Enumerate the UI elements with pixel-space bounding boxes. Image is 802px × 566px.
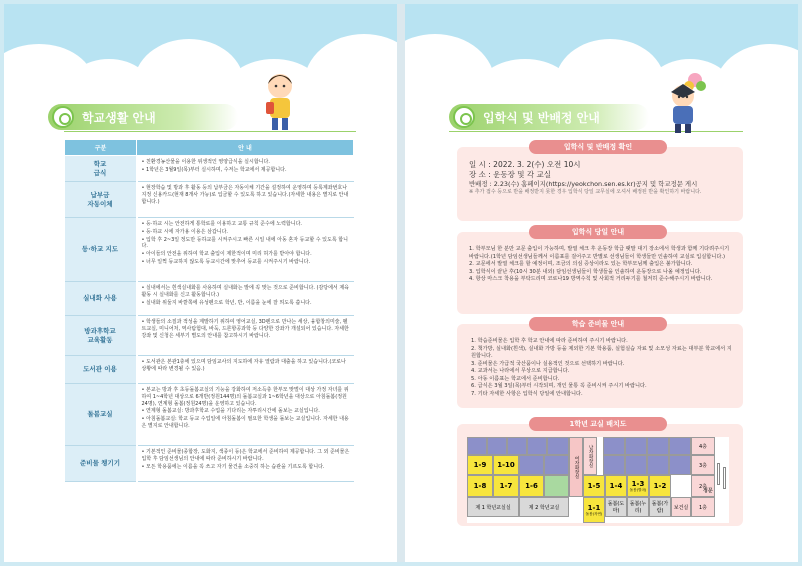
classroom-1-7: 1-7	[493, 475, 519, 497]
ceremony-note: ※ 추가 접수 등으로 반을 배정받지 못한 경우 입학식 당일 교무실에 오셔서 배정된 반을 확인하기 바랍니다.	[469, 188, 702, 195]
health-room: 보건실	[671, 497, 691, 517]
gate-post-icon	[717, 463, 720, 485]
table-row	[65, 218, 354, 282]
floorplan	[467, 437, 729, 523]
table-row	[65, 384, 354, 446]
list-item: 5. 아동 이름표는 학교에서 준비합니다.	[471, 375, 560, 382]
row-content	[137, 356, 354, 384]
room	[625, 455, 647, 475]
list-item: 4. 항상 마스크 착용을 부탁드리며 코로나19 방역수칙 및 사회적 거리두기를 철저히 준수해주시기 바랍니다.	[469, 276, 713, 283]
classroom-1-8: 1-8	[467, 475, 493, 497]
ceremony-place: 장 소 : 운동장 및 각 교실	[469, 170, 552, 180]
floor-3-label: 3층	[691, 455, 715, 475]
boys-restroom: 남자화장실	[583, 437, 597, 475]
row-item: • 아침돌봄교실: 학교 등교 수업일에 아침돌봄이 필요한 학생을 돌보는 교실입니다. 자세한 내용은 별지로 안내합니다.	[141, 416, 349, 429]
room	[647, 437, 669, 455]
row-category: 돌봄교실	[65, 384, 137, 446]
table-row	[65, 156, 354, 182]
row-category: 학교 급식	[65, 156, 137, 182]
student-illustration-icon	[256, 68, 304, 132]
column-header-category: 구분	[65, 140, 137, 156]
room	[487, 437, 507, 455]
care-room-3: 돌봄(가람)	[649, 497, 671, 517]
list-item: 2. 책가방, 실내화(흰색), 실내화 가방 등을 제외한 기본 학용품, 실험실습 자료 및 소모성 자료는 대부분 학교에서 지원합니다.	[471, 345, 732, 360]
room	[519, 455, 544, 475]
row-item: • 너무 일찍 등교하지 않도록 등교시간에 맞추어 등교를 시켜주시기 바랍니다.	[141, 258, 311, 265]
room	[669, 437, 691, 455]
girls-restroom: 여자화장실	[569, 437, 583, 497]
row-category: 등·하교 지도	[65, 218, 137, 282]
room	[547, 437, 569, 455]
list-item: 6. 급식은 3월 3일(목)부터 시작되며, 개인 물통 꼭 준비시켜 주시기 바랍니다.	[471, 383, 647, 390]
floorplan-heading: 1학년 교실 배치도	[529, 417, 667, 431]
classroom-1-9: 1-9	[467, 455, 493, 475]
ceremony-class-assign: 반배정 : 2.23(수) 홈페이지(https://yeokchon.sen.es.kr)공지 및 학교정문 게시	[469, 180, 698, 189]
classroom-1-3-sub: 돌봄(별마)	[629, 487, 647, 492]
classroom-1-3	[627, 475, 649, 497]
row-content	[137, 218, 354, 282]
room	[544, 455, 569, 475]
classroom-1-1-sub: 돌봄(자연)	[585, 511, 603, 516]
main-gate-label: 정문	[703, 488, 713, 494]
room	[544, 475, 569, 497]
row-item: • 기본적인 준비물(종합장, 도화지, 색종이 등)은 학교에서 준비하여 제공합니다. 그 외 준비물은 입학 후 담임선생님의 안내에 따라 준비하시기 바랍니다.	[141, 449, 350, 462]
classroom-1-2: 1-2	[649, 475, 671, 497]
row-category: 납부금 자동이체	[65, 182, 137, 218]
column-header-guide: 안 내	[137, 140, 354, 156]
gate-post-icon	[723, 467, 726, 489]
graduate-illustration-icon	[661, 70, 713, 134]
supplies-box	[457, 324, 743, 408]
row-category: 실내화 사용	[65, 282, 137, 316]
floor-4-label: 4층	[691, 437, 715, 455]
ceremony-time: 일 시 : 2022. 3. 2(수) 오전 10시	[469, 160, 581, 169]
row-item: • 연계형 돌봄교실: 방과후학교 수업을 기다리는 자투리시간에 돌보는 교실입니다.	[141, 408, 320, 415]
table-row	[65, 316, 354, 356]
page-title-bar	[48, 104, 238, 130]
row-item: • 입학 후 2~3일 정도만 등하교를 시켜주시고 빠른 시일 내에 아동 혼자 등교할 수 있도록 합니다.	[141, 236, 348, 250]
page-gutter	[397, 4, 405, 562]
row-item: • 등·하교 시는 안전하게 통학로를 이용하고 교통 규칙 준수에 노력합니다.	[141, 221, 303, 227]
title-underline	[64, 131, 356, 132]
ceremony-box	[457, 147, 743, 221]
day-guide-list	[469, 246, 733, 284]
page-title: 입학식 및 반배정 안내	[483, 110, 600, 125]
table-row	[65, 356, 354, 384]
prep-room-2: 제 2 학년교실	[519, 497, 569, 517]
row-item: • 학생들의 소질과 적성을 계발하기 위하여 영어교실, 3D펜으로 만나는 세상, 융합창의미술, 펠트교실, 미니어처, 역사탐험대, 바둑, 드론항공과학 등 다양한 강좌가 개설되어 있습니다. 자세한 강좌 및 신청은 세부기 별도의 안내를 참고하시기 바랍니다.	[141, 319, 349, 339]
row-content	[137, 316, 354, 356]
row-item: • 친환경농산물을 이용한 위생적인 영양급식을 실시합니다.	[141, 159, 270, 165]
classroom-1-3-label: 1-3	[631, 479, 645, 488]
day-guide-box	[457, 232, 743, 314]
page-title: 학교생활 안내	[82, 110, 156, 125]
school-life-table	[64, 139, 354, 482]
ceremony-heading: 입학식 및 반배정 확인	[529, 140, 667, 154]
classroom-1-6: 1-6	[519, 475, 544, 497]
classroom-1-1	[583, 497, 605, 523]
room	[647, 455, 669, 475]
classroom-1-1-label: 1-1	[587, 503, 601, 512]
right-page	[405, 4, 798, 562]
list-item: 3. 입학식이 끝난 후(10시 30분 내외) 담임선생님들이 학생들을 인솔하여 운동장으로 나올 예정입니다.	[469, 268, 702, 275]
room	[603, 437, 625, 455]
row-item: • 실내에서는 흰색실내화를 사용하며 실내화는 발에 꼭 맞는 것으로 준비합니다. (감당에서 제육활동 시 실내화를 신고 활동합니다.)	[141, 285, 350, 298]
table-row	[65, 282, 354, 316]
left-page	[4, 4, 397, 562]
care-room-2: 돌봄(누리)	[627, 497, 649, 517]
row-item: • 등·하교 시에 자가용 이용은 삼갑니다.	[141, 228, 229, 235]
row-category: 방과후학교 교육활동	[65, 316, 137, 356]
supplies-heading: 학습 준비물 안내	[529, 317, 667, 331]
floor-1-label: 1층	[691, 497, 715, 517]
row-item: • 도서관은 본관1층에 있으며 담임교사의 지도하에 자유 열람과 대출을 하고 있습니다.(코로나 상황에 따라 변경될 수 있음.)	[141, 359, 346, 372]
row-content	[137, 182, 354, 218]
table-row	[65, 182, 354, 218]
supplies-list	[471, 338, 733, 398]
row-item: • 현장학습 및 방과 후 활동 등의 납부금은 자동이체 기간을 설정하여 운영하며 등록계좌번호나 지정 신용카드(현재 8개사 가능)로 입금할 수 있도록 하고 있습니다.(자세한 내용은 별지로 안내합니다.)	[141, 185, 349, 205]
table-row	[65, 446, 354, 482]
row-content	[137, 156, 354, 182]
row-category: 도서관 이용	[65, 356, 137, 384]
room	[603, 455, 625, 475]
magnifier-icon	[453, 106, 475, 128]
list-item: 7. 기타 자세한 사항은 입학식 당일에 안내합니다.	[471, 390, 583, 397]
row-category: 준비물 챙기기	[65, 446, 137, 482]
floor-2-label: 2층	[691, 475, 715, 497]
classroom-1-10: 1-10	[493, 455, 519, 475]
row-item: • 실내화 위둘지 바깥쪽에 유성펜으로 학년, 반, 이름을 눈에 잘 띄도록 씁니다.	[141, 299, 312, 306]
row-item: • 본교는 방과 후 초등돌봄교실의 기능을 강화하여 저소득층 한부모 맞벌이 대상 가정 자녀를 위하여 1~4학년 대상으로 6개반(정원144명)의 돌봄교실과 1~6학년을 대상으로 아침돌봄(정원24명), 연계형 돌봄(정원24명)을 운영하고 있습니다.	[141, 387, 349, 407]
room	[507, 437, 527, 455]
list-item: 3. 준비물은 가급적 국산품이나 실용적인 것으로 선택하기 바랍니다.	[471, 360, 625, 367]
row-content	[137, 446, 354, 482]
list-item: 1. 학습준비물은 입학 후 학교 안내에 따라 준비하여 주시기 바랍니다.	[471, 338, 628, 344]
prep-room-1: 제 1 학년교실실	[467, 497, 519, 517]
row-item: • 1학년은 3월9일(목)부터 실시하며, 수저는 학교에서 제공합니다.	[141, 166, 287, 173]
list-item: 4. 교과서는 나라에서 무상으로 지급합니다.	[471, 368, 570, 375]
room	[527, 437, 547, 455]
list-item: 1. 학부모님 한 분만 교문 출입이 가능하며, 발열 체크 후 운동장 학급 팻말 대기 장소에서 학생과 함께 기다려주시기 바랍니다.(1학년 담임선생님들께서 이름표를 걸어주고 반별로 선생님들이 학생들만 인솔하여 교실로 입실합니다.)	[469, 246, 730, 260]
magnifier-icon	[52, 106, 74, 128]
row-item: • 모든 학용품에는 이름을 꼭 쓰고 자기 물건을 소중히 하는 습관을 기르도록 합니다.	[141, 463, 325, 470]
care-room-1: 돌봄(도마)	[605, 497, 627, 517]
room	[669, 455, 691, 475]
classroom-1-4: 1-4	[605, 475, 627, 497]
page-title-bar	[449, 104, 649, 130]
list-item: 2. 교문에서 발열 체크를 할 예정이며, 조금의 의심 증상이라도 있는 학부모님께 출입은 불가합니다.	[469, 261, 693, 268]
day-guide-heading: 입학식 당일 안내	[529, 225, 667, 239]
row-item: • 아이들의 안전을 위하여 학교 출입이 제한적이며 미리 허가를 받아야 합니다.	[141, 251, 312, 257]
classroom-1-5: 1-5	[583, 475, 605, 497]
room	[625, 437, 647, 455]
row-content	[137, 384, 354, 446]
row-content	[137, 282, 354, 316]
room	[467, 437, 487, 455]
